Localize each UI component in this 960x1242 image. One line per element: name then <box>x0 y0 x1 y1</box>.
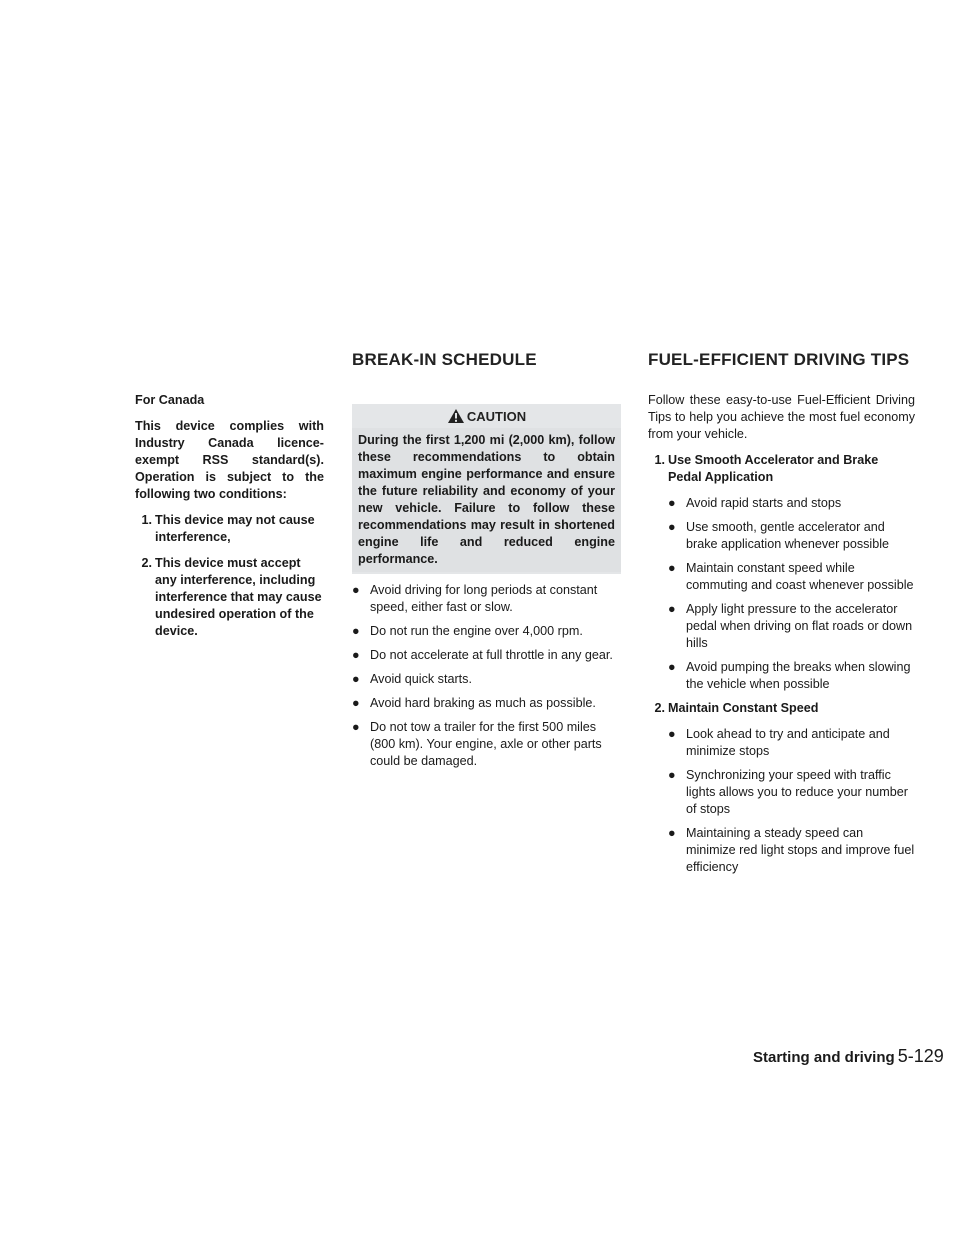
list-item-text: Do not accelerate at full throttle in any gear. <box>370 648 613 662</box>
canada-column <box>135 392 324 649</box>
list-item-text: Use smooth, gentle accelerator and brake application whenever possible <box>686 520 890 551</box>
list-item <box>352 623 621 640</box>
condition-number: 2. <box>141 556 152 570</box>
bullet: ● <box>352 583 360 597</box>
bullet: ● <box>352 720 360 734</box>
condition-item <box>135 512 324 546</box>
caution-title-bar <box>352 404 621 428</box>
condition-item <box>135 555 324 640</box>
list-item <box>352 671 621 688</box>
section-number: 1. <box>654 453 665 467</box>
list-item-text: Do not tow a trailer for the first 500 miles (800 km). Your engine, axle or other parts could be damaged. <box>370 720 602 768</box>
list-item <box>352 647 621 664</box>
tip-list <box>668 726 915 876</box>
tip-section-heading <box>648 700 915 717</box>
fuel-tips-column <box>648 392 915 883</box>
bullet: ● <box>668 602 676 616</box>
list-item <box>668 560 915 594</box>
list-item <box>352 719 621 770</box>
list-item-text: Do not run the engine over 4,000 rpm. <box>370 624 583 638</box>
condition-number: 1. <box>141 513 152 527</box>
section-title: Use Smooth Accelerator and Brake Pedal Application <box>668 453 879 484</box>
list-item-text: Avoid driving for long periods at constant speed, either fast or slow. <box>370 583 598 614</box>
bullet: ● <box>668 660 676 674</box>
break-in-column <box>352 392 621 777</box>
list-item <box>352 582 621 616</box>
fuel-tips-heading: FUEL-EFFICIENT DRIVING TIPS <box>648 350 910 369</box>
caution-box <box>352 404 621 574</box>
list-item <box>668 495 915 512</box>
list-item-text: Apply light pressure to the accelerator pedal when driving on flat roads or down hills <box>686 602 913 650</box>
caution-text: During the first 1,200 mi (2,000 km), follow these recommendations to obtain maximum engine performance and ensure the future reliability and economy of your new vehicle. Failure to follow these recommendations may result in shortened engine life and reduced engine performance. <box>352 428 621 572</box>
section-title: Maintain Constant Speed <box>668 701 819 715</box>
list-item-text: Maintain constant speed while commuting and coast whenever possible <box>686 561 914 592</box>
bullet: ● <box>668 496 676 510</box>
page-footer <box>753 1048 944 1067</box>
canada-intro: This device complies with Industry Canada licence-exempt RSS standard(s). Operation is subject to the following two conditions: <box>135 419 324 501</box>
list-item-text: Avoid rapid starts and stops <box>686 496 842 510</box>
list-item-text: Avoid hard braking as much as possible. <box>370 696 596 710</box>
canada-title: For Canada <box>135 393 205 407</box>
tip-list <box>668 495 915 693</box>
list-item-text: Avoid pumping the breaks when slowing the vehicle when possible <box>686 660 911 691</box>
footer-section-title: Starting and driving <box>753 1049 895 1066</box>
fuel-intro: Follow these easy-to-use Fuel-Efficient Driving Tips to help you achieve the most fuel economy from your vehicle. <box>648 393 915 441</box>
list-item <box>668 726 915 760</box>
bullet: ● <box>352 624 360 638</box>
bullet: ● <box>352 672 360 686</box>
page-number: 5-129 <box>897 1046 944 1066</box>
break-in-heading: BREAK-IN SCHEDULE <box>352 350 537 369</box>
list-item-text: Synchronizing your speed with traffic lights allows you to reduce your number of stops <box>686 768 908 816</box>
bullet: ● <box>352 648 360 662</box>
warning-triangle-icon <box>447 408 465 424</box>
caution-title: CAUTION <box>466 408 527 424</box>
list-item <box>352 695 621 712</box>
bullet: ● <box>668 561 676 575</box>
list-item <box>668 659 915 693</box>
list-item <box>668 767 915 818</box>
bullet: ● <box>668 520 676 534</box>
condition-text: This device must accept any interference, including interference that may cause undesired operation of the device. <box>155 556 322 638</box>
list-item <box>668 825 915 876</box>
section-number: 2. <box>654 701 665 715</box>
bullet: ● <box>668 727 676 741</box>
bullet: ● <box>668 826 676 840</box>
list-item <box>668 601 915 652</box>
condition-text: This device may not cause interference, <box>155 513 315 544</box>
list-item-text: Avoid quick starts. <box>370 672 472 686</box>
list-item <box>668 519 915 553</box>
bullet: ● <box>668 768 676 782</box>
tip-section-heading <box>648 452 915 486</box>
list-item-text: Maintaining a steady speed can minimize red light stops and improve fuel efficiency <box>686 826 915 874</box>
list-item-text: Look ahead to try and anticipate and minimize stops <box>686 727 890 758</box>
bullet: ● <box>352 696 360 710</box>
